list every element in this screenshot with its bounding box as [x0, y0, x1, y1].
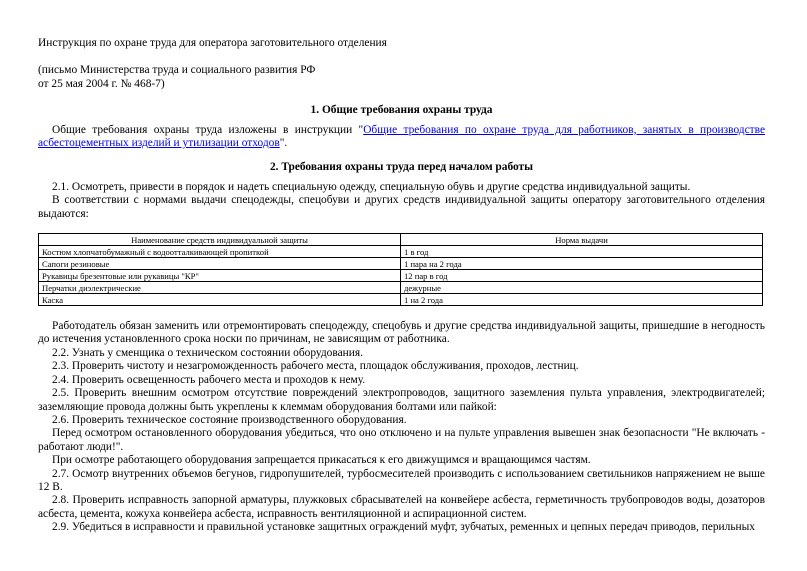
paragraph: 2.2. Узнать у сменщика о техническом состоянии оборудования. — [52, 346, 363, 359]
table-cell: Перчатки диэлектрические — [39, 282, 401, 294]
table-row — [39, 282, 763, 294]
source-line: (письмо Министерства труда и социального развития РФ — [38, 64, 316, 77]
paragraph: Перед осмотром остановленного оборудования убедиться, что оно отключено и на пульте управления вывешен знак безопасности "Не включать - работают люди!". — [38, 427, 765, 453]
table-row — [39, 294, 763, 306]
section-1-heading: 1. Общие требования охраны труда — [310, 104, 493, 117]
table-row — [39, 246, 763, 258]
paragraph: При осмотре работающего оборудования запрещается прикасаться к его движущимся и вращающимся частям. — [52, 454, 591, 467]
paragraph: Работодатель обязан заменить или отремонтировать спецодежду, спецобувь и другие средства индивидуальной защиты, пришедшие в негодность до истечения установленного срока носки по причинам, не зависящим от работника. — [38, 320, 765, 346]
column-header-norm: Норма выдачи — [401, 234, 763, 246]
paragraph-text: Общие требования охраны труда изложены в инструкции " — [52, 123, 364, 136]
section-1-paragraph — [38, 124, 765, 151]
paragraph: 2.5. Проверить внешним осмотром отсутствие повреждений электропроводов, защитного заземления пульта управления, электродвигателей; заземляющие провода должны быть укреплены к клеммам оборудования болтами или пайкой: — [38, 387, 765, 413]
table-cell: Костюм хлопчатобумажный с водоотталкивающей пропиткой — [39, 246, 401, 258]
table-cell: 1 пара на 2 года — [401, 258, 763, 270]
paragraph: 2.6. Проверить техническое состояние производственного оборудования. — [52, 413, 407, 426]
document-title: Инструкция по охране труда для оператора заготовительного отделения — [38, 37, 387, 49]
table-row — [39, 258, 763, 270]
paragraph: 2.4. Проверить освещенность рабочего места и проходов к нему. — [52, 373, 366, 386]
paragraph: 2.3. Проверить чистоту и незагроможденность рабочего места, площадок обслуживания, проходов, лестниц. — [52, 360, 579, 373]
document-source — [38, 64, 765, 91]
section-2-heading: 2. Требования охраны труда перед началом работы — [269, 161, 534, 174]
table-cell: Каска — [39, 294, 401, 306]
paragraph: 2.1. Осмотреть, привести в порядок и надеть специальную одежду, специальную обувь и другие средства индивидуальной защиты. — [52, 180, 691, 193]
document-page — [38, 37, 765, 535]
table-cell: 12 пар в год — [401, 270, 763, 282]
paragraph: 2.8. Проверить исправность запорной арматуры, плужковых сбрасывателей на конвейере асбеста, герметичность трубопроводов воды, дозаторов асбеста, цемента, кожуха конвейера асбеста, исправность вентиляционной и аспирационной систем. — [38, 494, 765, 520]
table-cell: Рукавицы брезентовые или рукавицы "КР" — [39, 270, 401, 282]
paragraph: 2.7. Осмотр внутренних объемов бегунов, гидропушителей, турбосмесителей производить с использованием светильников напряжением не выше 12 В. — [38, 467, 765, 493]
table-cell: 1 в год — [401, 246, 763, 258]
table-cell: 1 на 2 года — [401, 294, 763, 306]
table-cell: дежурные — [401, 282, 763, 294]
ppe-norms-table — [38, 233, 763, 306]
table-row — [39, 270, 763, 282]
table-cell: Сапоги резиновые — [39, 258, 401, 270]
paragraph: 2.9. Убедиться в исправности и правильной установке защитных ограждений муфт, зубчатых, ременных и цепных передач приводов, перильных — [52, 521, 755, 534]
general-requirements-link[interactable]: Общие требования по охране труда для работников, занятых в производстве асбестоцементных изделий и утилизации отходов — [38, 123, 766, 150]
paragraph-text: ". — [279, 137, 288, 150]
table-header-row — [39, 234, 763, 246]
source-line: от 25 мая 2004 г. № 468-7) — [38, 77, 165, 90]
column-header-ppe-name: Наименование средств индивидуальной защиты — [39, 234, 401, 246]
paragraph: В соответствии с нормами выдачи спецодежды, спецобуви и других средств индивидуальной защиты оператору заготовительного отделения выдаются: — [38, 194, 765, 220]
